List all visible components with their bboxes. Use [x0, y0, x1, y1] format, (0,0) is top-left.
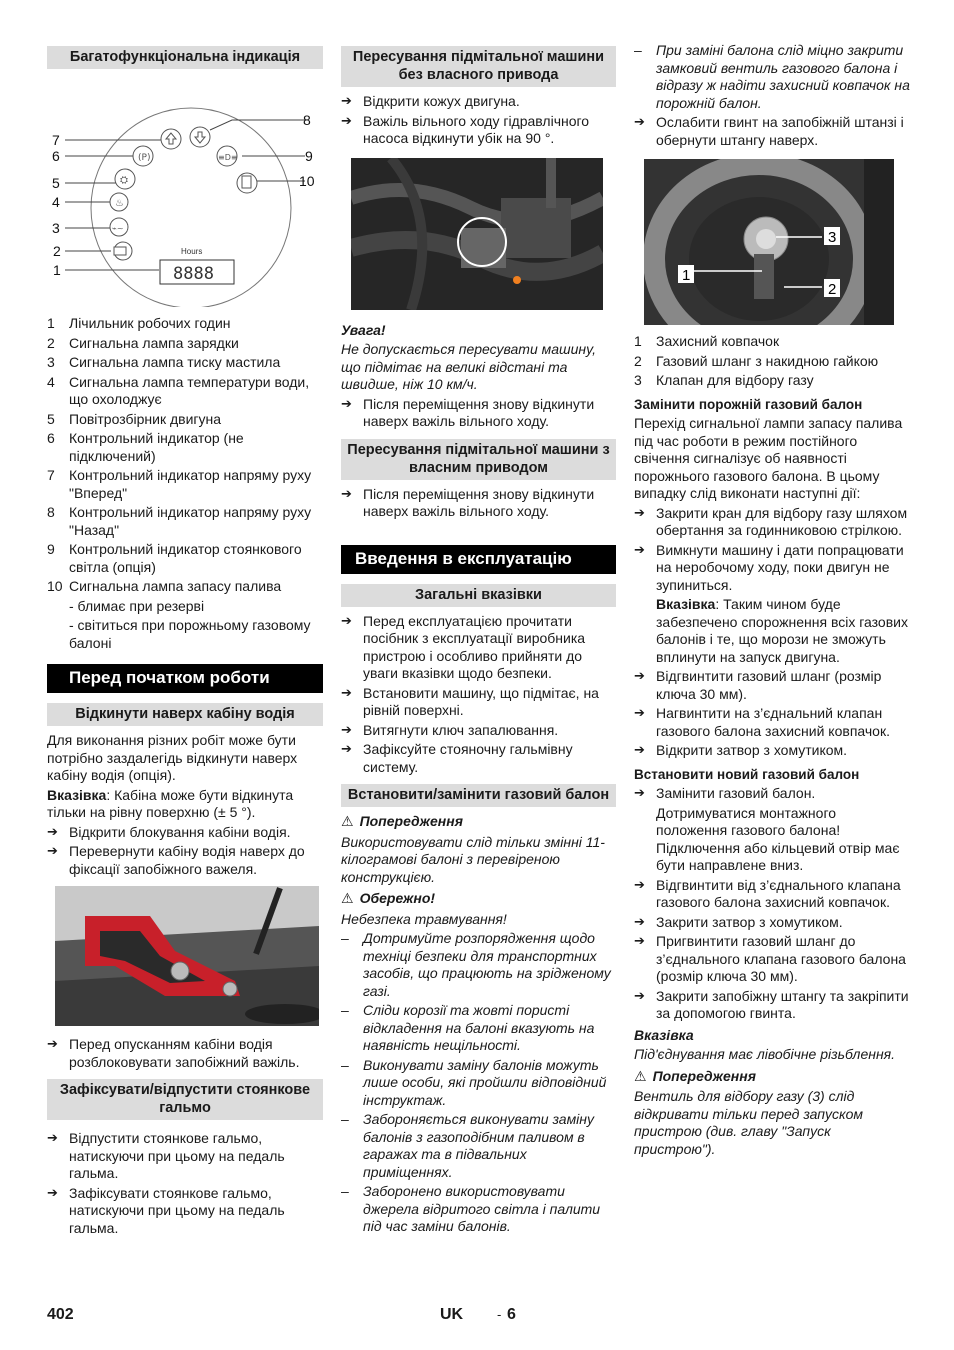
cabin-lever-photo: [55, 886, 319, 1026]
move-step: ➔ Важіль вільного ходу гідравлічного насоса відкинути убік на 90 °.: [341, 113, 616, 148]
attention-text: Не допускається пересувати машину, що підмітає на великі відстані та швидше, ніж 10 км/ч.: [341, 341, 597, 392]
svg-text:♨: ♨: [115, 198, 124, 209]
svg-text:(P): (P): [138, 153, 151, 163]
caution-item: – Виконувати заміну балонів можуть лише особи, які пройшли відповідний інструктаж.: [341, 1057, 616, 1110]
svg-text:⌁~: ⌁~: [112, 224, 124, 233]
caution-text: Небезпека травмування!: [341, 910, 507, 927]
caution-item: – Заборонено використовувати джерела відритого світла і палити під час заміни балонів.: [341, 1183, 616, 1236]
replace-note: Вказівка: Таким чином буде забезпечено спорожнення всіх газових балонів і те, що морози не зможуть вплинути на запуск двигуна.: [656, 596, 908, 665]
callout-3: 3: [52, 220, 60, 236]
section-heading-general: Загальні вказівки: [341, 584, 616, 607]
cylinder-close-note: – При заміні балона слід міцно закрити замковий вентиль газового балона і відразу ж надіти захисний ковпачок на порожній балон.: [634, 42, 910, 112]
section-page-number: 6: [507, 1306, 516, 1323]
callout-1: 1: [53, 262, 61, 278]
caution-item: – Забороняється виконувати заміну балонів з газоподібним паливом в гаражах та в підвальних приміщеннях.: [341, 1111, 616, 1181]
list-item: 1 Захисний ковпачок: [634, 333, 780, 349]
general-step: ➔ Встановити машину, що підмітає, на рівній поверхні.: [341, 685, 616, 720]
warning-triangle-icon: ⚠: [634, 1068, 647, 1085]
engine-illustration: [351, 158, 603, 310]
loosen-step: ➔ Ослабити гвинт на запобіжній штанзі і обернути штангу наверх.: [634, 114, 910, 149]
cabin-paragraph: Для виконання різних робіт може бути потрібно заздалегідь відкинути наверх кабіну водія (опція).: [47, 732, 298, 783]
footer-separator: -: [497, 1307, 502, 1322]
callout-9: 9: [305, 148, 313, 164]
language-code: UK: [440, 1306, 464, 1323]
indicator-dial-svg: [47, 75, 323, 307]
cabin-note: Вказівка: Кабіна може бути відкинута тільки на рівну поверхню (± 5 °).: [47, 786, 294, 820]
replace-step: ➔ Нагвинтити на з’єднальний клапан газового балона захисний ковпачок.: [634, 705, 910, 740]
column-middle: [341, 46, 616, 1238]
brake-step: ➔ Відпустити стоянкове гальмо, натискуючи при цьому на педаль гальма.: [47, 1130, 323, 1183]
hours-counter-digits: 8888: [173, 264, 214, 284]
legend-sub-reserve: - блимає при резерві: [69, 597, 205, 614]
section-heading-before-start: Перед початком роботи: [47, 664, 323, 693]
cabin-step: ➔ Відкрити блокування кабіни водія.: [47, 824, 323, 842]
indicator-legend: [47, 315, 323, 596]
section-heading-move-own-drive: Пересування підмітальної машини з власним приводом: [341, 439, 616, 480]
callout-8: 8: [303, 112, 311, 128]
svg-text:≡D≡: ≡D≡: [218, 153, 238, 162]
list-item: 2 Газовий шланг з накидною гайкою: [634, 352, 879, 369]
section-heading-gas-cylinder: Встановити/замінити газовий балон: [341, 784, 616, 807]
page-number: 402: [47, 1306, 74, 1323]
install-step: ➔ Пригвинтити газовий шланг до з’єднального клапана газового балона (розмір ключа 30 мм).: [634, 933, 910, 986]
warning-text: Використовувати слід тільки змінні 11-кілограмові балоні з перевіреною конструкцією.: [341, 833, 605, 885]
warning-triangle-icon: ⚠: [341, 814, 354, 830]
general-step: ➔ Зафіксуйте стояночну гальмівну систему.: [341, 741, 616, 776]
list-item: 9 Контрольний індикатор стоянкового світла (опція): [47, 541, 302, 575]
cabin-after-step: ➔ Перед опусканням кабіни водія розблоковувати запобіжний важіль.: [47, 1036, 323, 1071]
list-item: 8 Контрольний індикатор напряму руху "Назад": [47, 504, 312, 538]
install-step: ➔ Закрити затвор з хомутиком.: [634, 914, 910, 932]
callout-4: 4: [52, 194, 60, 210]
warning-triangle-icon: ⚠: [341, 891, 354, 907]
hours-label: Hours: [181, 247, 203, 256]
replace-paragraph: Перехід сигнальної лампи запасу палива під час роботи в режим постійного свічення сигналізує об наявності порожнього газового балона. В цьому випадку слід виконати наступні дії:: [634, 415, 903, 501]
valve-legend: [634, 333, 910, 390]
cabin-step: ➔ Перевернути кабіну водія наверх до фіксації запобіжного важеля.: [47, 843, 323, 878]
section-heading-brake: Зафіксувати/відпустити стоянкове гальмо: [47, 1079, 323, 1120]
list-item: 10 Сигнальна лампа запасу палива: [47, 578, 282, 594]
section-heading-commissioning: Введення в експлуатацію: [341, 545, 616, 574]
list-item: 5 Повітрозбірник двигуна: [47, 410, 222, 427]
replace-step: ➔ Відгвинтити газовий шланг (розмір ключа 30 мм).: [634, 668, 910, 703]
list-item: 3 Сигнальна лампа тиску мастила: [47, 354, 281, 370]
callout-2: 2: [53, 243, 61, 259]
callout-6: 6: [52, 148, 60, 164]
warning-heading: ⚠ Попередження: [634, 1067, 756, 1085]
warning-heading: ⚠ Попередження: [341, 813, 463, 830]
attention-label: Увага!: [341, 321, 386, 338]
hint-label: Вказівка: [634, 1026, 694, 1043]
callout-10: 10: [299, 173, 315, 189]
brake-step: ➔ Зафіксувати стоянкове гальмо, натискуючи при цьому на педаль гальма.: [47, 1185, 323, 1238]
replace-step: ➔ Вимкнути машину і дати попрацювати на неробочому ходу, поки двигун не зупиниться.: [634, 542, 910, 595]
callout-5: 5: [52, 175, 60, 191]
legend-sub-empty: - світиться при порожньому газовому балоні: [69, 617, 311, 651]
svg-text:⛭: ⛭: [120, 175, 128, 186]
photo-callout-3: 3: [828, 229, 837, 246]
replace-heading: Замінити порожній газовий балон: [634, 396, 863, 412]
own-after-step: ➔ Після переміщення знову відкинути наверх важіль вільного ходу.: [341, 486, 616, 521]
section-heading-multi-indicator: Багатофункціональна індикація: [47, 46, 323, 69]
column-left: [47, 46, 323, 1239]
indicator-dial-diagram: [47, 75, 323, 307]
caution-item: – Дотримуйте розпорядження щодо техніці безпеки для транспортних засобів, що працюють на зрідженому газі.: [341, 930, 616, 1000]
list-item: 2 Сигнальна лампа зарядки: [47, 334, 239, 351]
section-heading-move-no-drive: Пересування підмітальної машини без власного привода: [341, 46, 616, 87]
install-step: ➔ Замінити газовий балон.: [634, 785, 910, 803]
photo-callout-1: 1: [682, 267, 691, 284]
gas-valve-illustration: [644, 159, 894, 325]
section-heading-cabin: Відкинути наверх кабіну водія: [47, 703, 323, 726]
engine-photo: [351, 158, 603, 310]
list-item: 3 Клапан для відбору газу: [634, 372, 814, 388]
list-item: 7 Контрольний індикатор напряму руху "Вперед": [47, 467, 312, 501]
caution-heading: ⚠ Обережно!: [341, 890, 436, 907]
cabin-lever-illustration: [55, 886, 319, 1026]
install-heading: Встановити новий газовий балон: [634, 766, 860, 782]
caution-item: – Сліди корозії та жовті пористі відкладення на балоні вказують на наявність нещільності.: [341, 1002, 616, 1055]
general-step: ➔ Перед експлуатацією прочитати посібник з експлуатації виробника пристрою і особливо прийняти до уваги вказівки щодо безпеки.: [341, 613, 616, 683]
install-paragraph: Дотримуватися монтажного положення газового балона! Підключення або кільцевий отвір має бути направлене вниз.: [656, 804, 900, 873]
install-step: ➔ Відгвинтити від з’єднального клапана газового балона захисний ковпачок.: [634, 877, 910, 912]
list-item: 6 Контрольний індикатор (не підключений): [47, 430, 244, 464]
hint-text: Під'єднування має лівобічне різьблення.: [634, 1046, 896, 1062]
install-step: ➔ Закрити запобіжну штангу та закріпити за допомогою гвинта.: [634, 988, 910, 1023]
move-after-step: ➔ Після переміщення знову відкинути наверх важіль вільного ходу.: [341, 396, 616, 431]
list-item: 4 Сигнальна лампа температури води, що охолоджує: [47, 373, 310, 407]
replace-step: ➔ Відкрити затвор з хомутиком.: [634, 742, 910, 760]
move-step: ➔ Відкрити кожух двигуна.: [341, 93, 616, 111]
replace-step: ➔ Закрити кран для відбору газу шляхом обертання за годинниковою стрілкою.: [634, 505, 910, 540]
photo-callout-2: 2: [828, 281, 837, 298]
general-step: ➔ Витягнути ключ запалювання.: [341, 722, 616, 740]
gas-valve-photo: [644, 159, 894, 325]
list-item: 1 Лічильник робочих годин: [47, 315, 231, 331]
callout-7: 7: [52, 132, 60, 148]
warning-text: Вентиль для відбору газу (3) слід відкривати тільки перед запуском пристрою (див. главу "Запуск пристрою").: [634, 1088, 863, 1157]
column-right: [634, 42, 910, 1160]
